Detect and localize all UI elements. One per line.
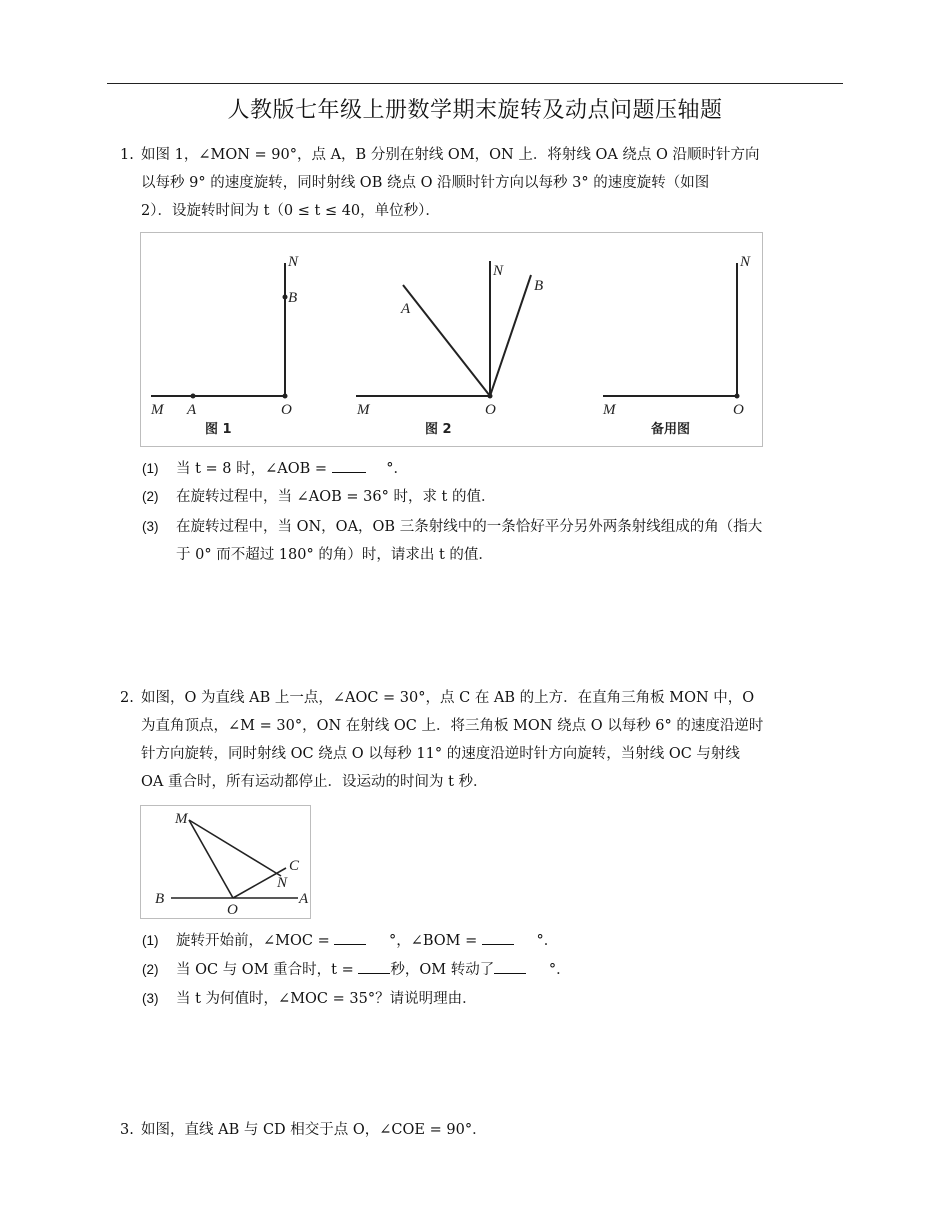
- question-text-line: 如图 1，∠MON = 90°，点 A，B 分别在射线 OM，ON 上．将射线 OA 绕点 O 沿顺时针方向: [141, 147, 760, 163]
- question-number: 3.: [120, 1122, 134, 1138]
- question-1-part-1: [142, 455, 842, 483]
- label-a: A: [187, 402, 197, 418]
- question-number: 2.: [120, 690, 134, 706]
- question-2-figure: [140, 805, 311, 919]
- label-b: B: [288, 290, 298, 306]
- figure-1: [150, 254, 299, 437]
- figure-caption: 备用图: [651, 422, 691, 437]
- label-b: B: [155, 891, 165, 907]
- figure-drawing: [141, 806, 310, 918]
- question-number: 1.: [120, 147, 134, 163]
- question-text-line: 如图，直线 AB 与 CD 相交于点 O，∠COE = 90°．: [141, 1122, 487, 1138]
- part-text: 于 0° 而不超过 180° 的角）时，请求出 t 的值．: [176, 547, 493, 563]
- question-2: [120, 684, 845, 796]
- figure-drawing: [141, 233, 762, 446]
- label-n: N: [277, 875, 288, 891]
- label-m: M: [357, 402, 370, 418]
- part-number: (2): [142, 962, 159, 977]
- answer-blank[interactable]: [482, 930, 514, 945]
- part-text: 在旋转过程中，当 ON，OA，OB 三条射线中的一条恰好平分另外两条射线组成的角（指大: [176, 519, 763, 535]
- part-text: 秒，OM 转动了: [390, 962, 495, 978]
- page-title: 人教版七年级上册数学期末旋转及动点问题压轴题: [227, 98, 723, 123]
- label-o: O: [281, 402, 292, 418]
- question-text-line: 针方向旋转，同时射线 OC 绕点 O 以每秒 11° 的速度沿逆时针方向旋转，当射线 OC 与射线: [141, 746, 740, 762]
- figure-2: [356, 261, 543, 437]
- answer-blank[interactable]: [494, 959, 526, 974]
- label-b: B: [534, 278, 544, 294]
- part-number: (1): [142, 461, 159, 476]
- answer-blank[interactable]: [332, 458, 366, 473]
- label-m: M: [151, 402, 164, 418]
- part-text: °．: [548, 962, 571, 978]
- answer-blank[interactable]: [334, 930, 366, 945]
- part-number: (1): [142, 933, 159, 948]
- label-m: M: [175, 811, 188, 827]
- part-text: °．: [386, 461, 409, 477]
- label-n: N: [493, 263, 504, 279]
- label-n: N: [740, 254, 751, 270]
- figure-caption: 图 2: [425, 422, 452, 437]
- figure-spare: [602, 254, 751, 437]
- label-n: N: [288, 254, 299, 270]
- figure-caption: 图 1: [205, 422, 232, 437]
- part-number: (3): [142, 991, 159, 1006]
- question-text-line: 为直角顶点，∠M = 30°，ON 在射线 OC 上．将三角板 MON 绕点 O 以每秒 6° 的速度沿逆时: [141, 718, 764, 734]
- part-text: °．: [536, 933, 559, 949]
- answer-blank[interactable]: [358, 959, 390, 974]
- label-a: A: [401, 301, 411, 317]
- question-2-part-1: [142, 927, 842, 955]
- question-text-line: 2）．设旋转时间为 t（0 ≤ t ≤ 40，单位秒）．: [141, 203, 440, 219]
- question-text-line: OA 重合时，所有运动都停止．设运动的时间为 t 秒．: [141, 774, 488, 790]
- label-o: O: [485, 402, 496, 418]
- part-text: 当 t = 8 时，∠AOB =: [176, 461, 328, 477]
- question-2-part-3: [142, 985, 842, 1013]
- question-text-line: 如图，O 为直线 AB 上一点，∠AOC = 30°，点 C 在 AB 的上方．在直角三角板 MON 中，O: [141, 690, 755, 706]
- question-1-part-2: [142, 483, 842, 511]
- part-number: (2): [142, 489, 159, 504]
- question-2-part-2: [142, 956, 842, 984]
- part-text: 在旋转过程中，当 ∠AOB = 36° 时，求 t 的值．: [176, 489, 496, 505]
- question-1-part-3: [142, 513, 842, 569]
- question-1: [120, 141, 845, 225]
- header-rule: [107, 83, 843, 84]
- question-text-line: 以每秒 9° 的速度旋转，同时射线 OB 绕点 O 沿顺时针方向以每秒 3° 的速度旋转（如图: [141, 175, 710, 191]
- label-c: C: [289, 858, 300, 874]
- label-m: M: [603, 402, 616, 418]
- label-o: O: [227, 902, 238, 918]
- part-text: 当 OC 与 OM 重合时，t =: [176, 962, 354, 978]
- part-number: (3): [142, 519, 159, 534]
- label-a: A: [299, 891, 309, 907]
- question-3: [120, 1116, 845, 1144]
- label-o: O: [733, 402, 744, 418]
- part-text: 旋转开始前，∠MOC =: [176, 933, 330, 949]
- question-1-figure: [140, 232, 763, 447]
- part-text: 当 t 为何值时，∠MOC = 35°？请说明理由．: [176, 991, 477, 1007]
- part-text: °，∠BOM =: [388, 933, 478, 949]
